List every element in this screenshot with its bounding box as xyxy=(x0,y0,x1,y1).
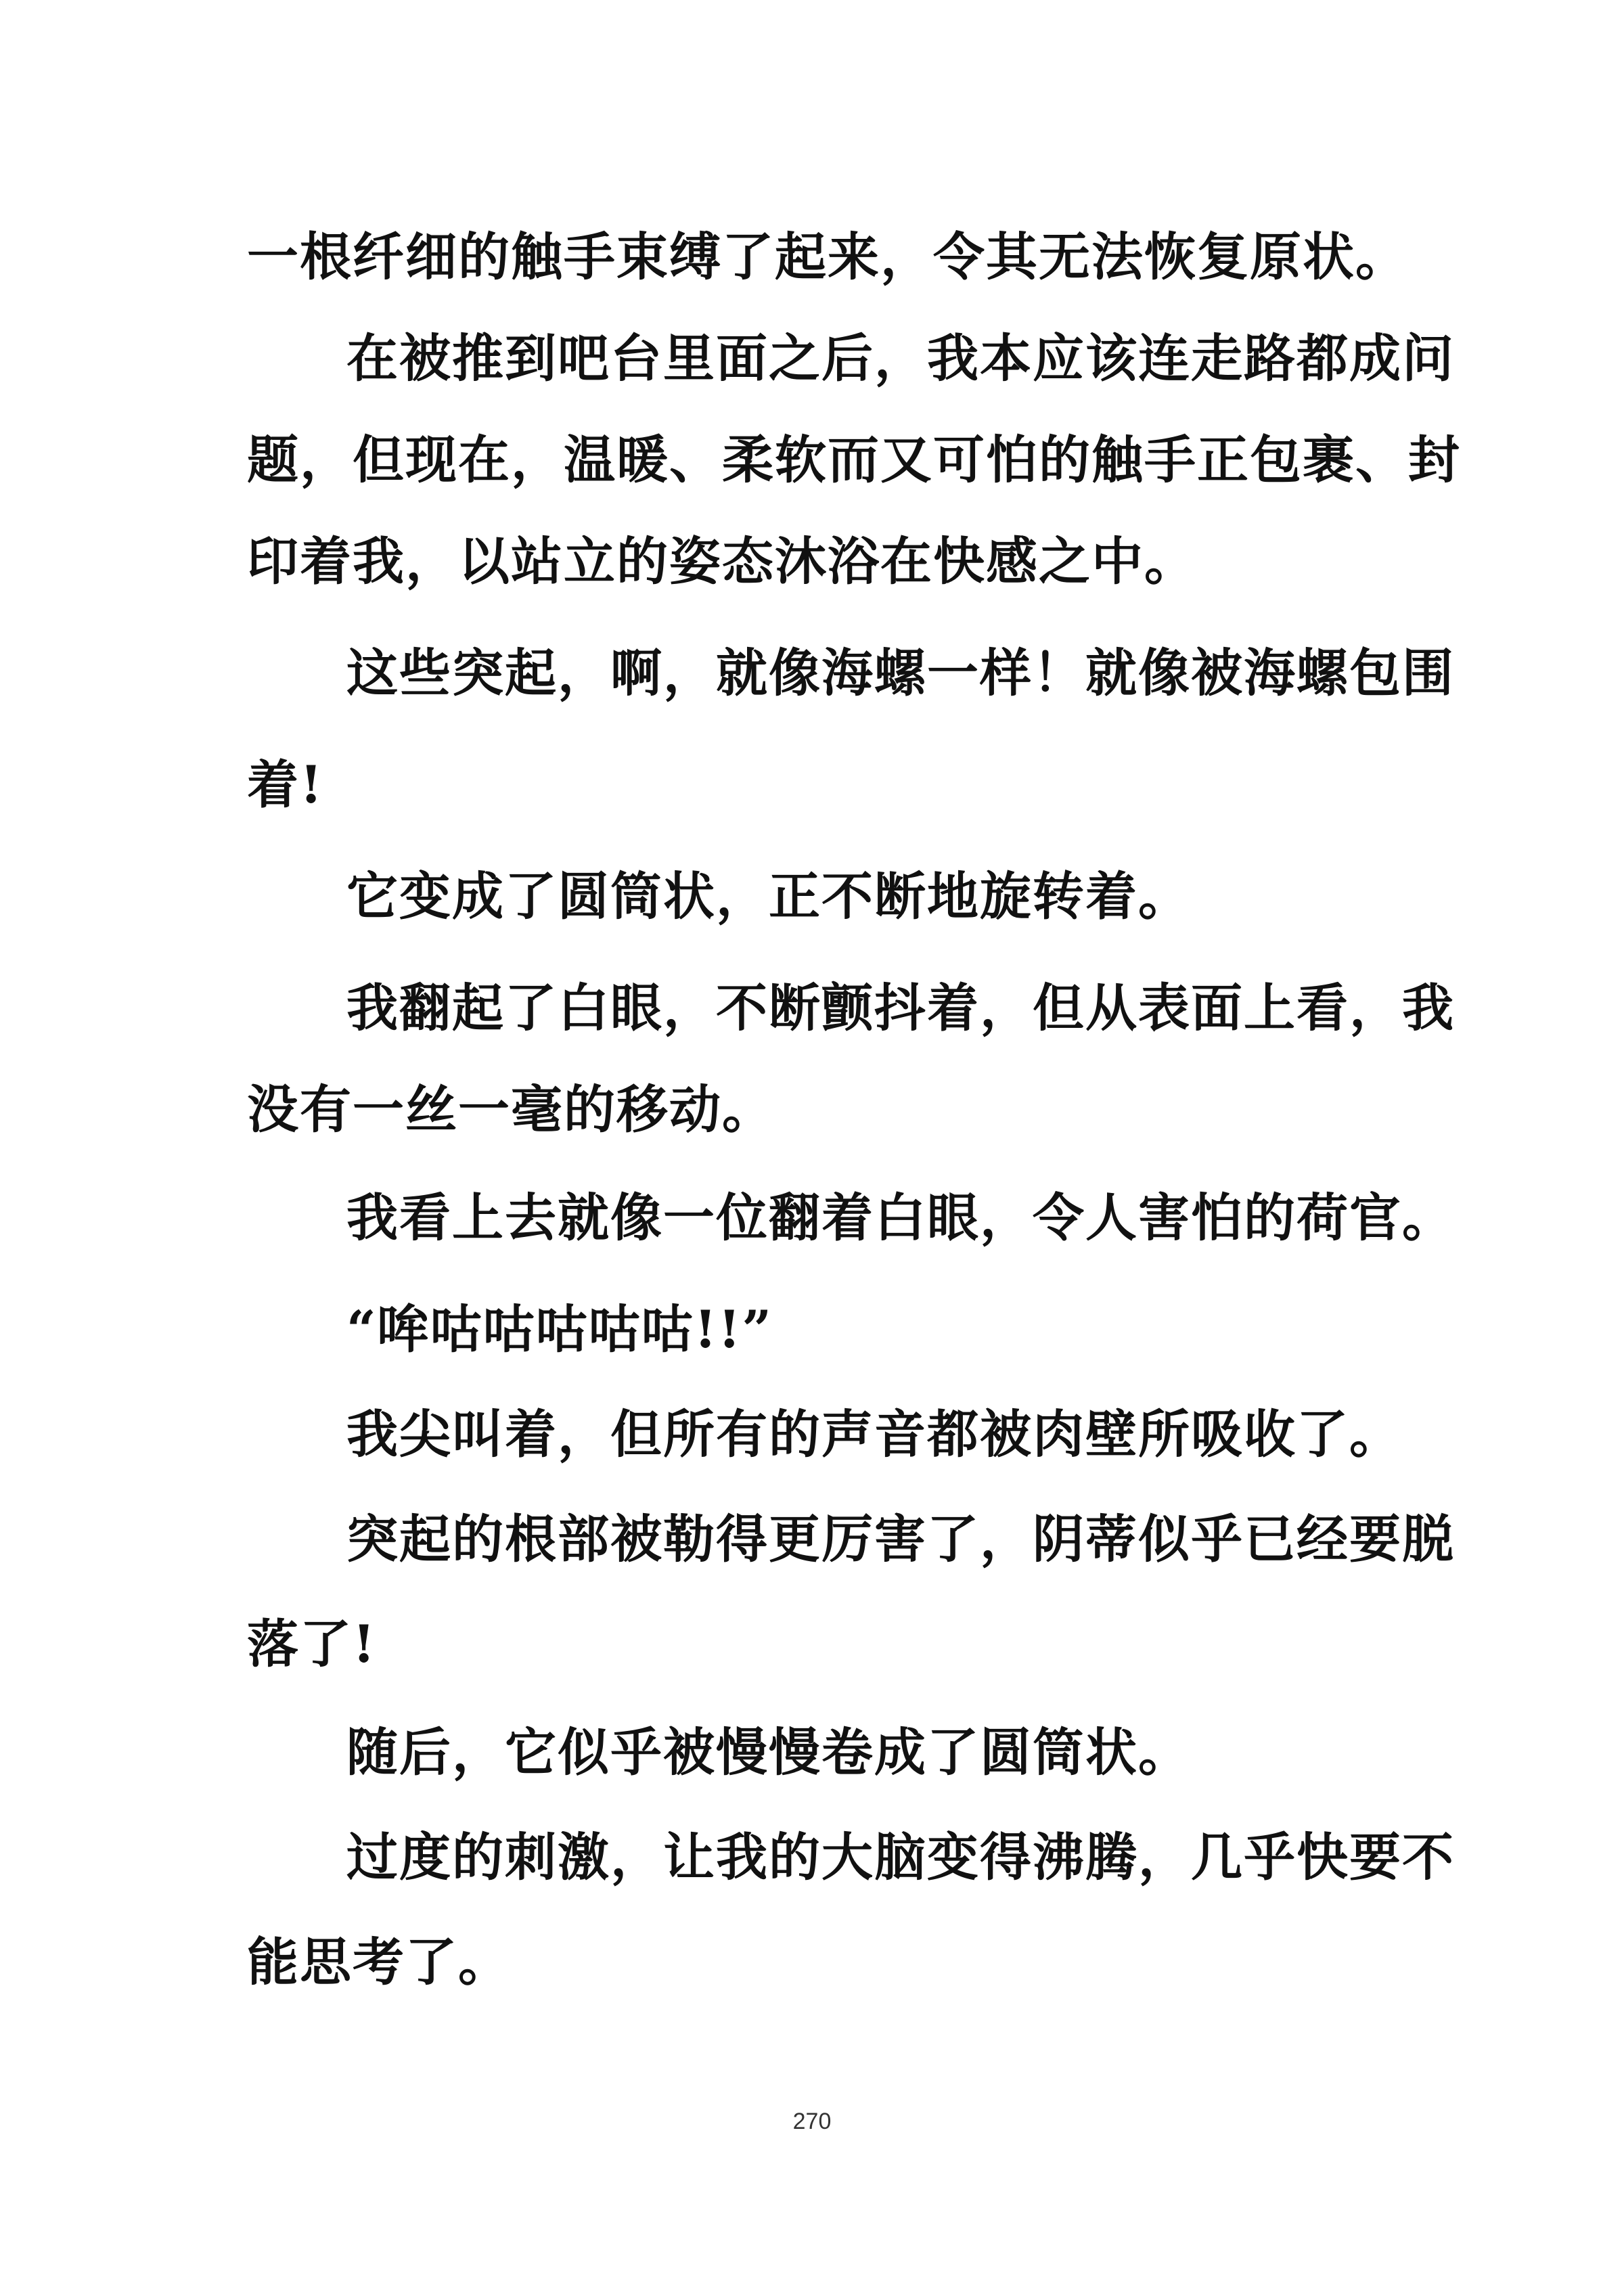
text-line: “哞咕咕咕咕咕!!” xyxy=(346,1299,773,1359)
text-line: 我尖叫着，但所有的声音都被肉壁所吸收了。 xyxy=(346,1404,1402,1464)
text-line: 一根纤细的触手束缚了起来，令其无法恢复原状。 xyxy=(247,227,1408,287)
text-line: 突起的根部被勒得更厉害了，阴蒂似乎已经要脱 xyxy=(346,1509,1455,1569)
text-line: 我翻起了白眼，不断颤抖着，但从表面上看，我 xyxy=(346,978,1455,1038)
text-line: 印着我，以站立的姿态沐浴在快感之中。 xyxy=(247,531,1197,591)
text-line: 着! xyxy=(247,755,324,815)
text-line: 题，但现在，温暖、柔软而又可怕的触手正包裹、封 xyxy=(247,430,1461,490)
text-line: 没有一丝一毫的移动。 xyxy=(247,1079,775,1140)
text-line: 它变成了圆筒状，正不断地旋转着。 xyxy=(346,866,1191,926)
text-line: 过度的刺激，让我的大脑变得沸腾，几乎快要不 xyxy=(346,1827,1455,1887)
text-line: 随后，它似乎被慢慢卷成了圆筒状。 xyxy=(346,1722,1191,1782)
page-number: 270 xyxy=(792,2109,832,2134)
text-line: 能思考了。 xyxy=(247,1932,511,1992)
text-line: 我看上去就像一位翻着白眼，令人害怕的荷官。 xyxy=(346,1188,1455,1248)
text-line: 这些突起，啊，就像海螺一样！就像被海螺包围 xyxy=(346,643,1455,703)
text-line: 在被推到吧台里面之后，我本应该连走路都成问 xyxy=(346,328,1455,388)
text-line: 落了! xyxy=(247,1614,377,1674)
